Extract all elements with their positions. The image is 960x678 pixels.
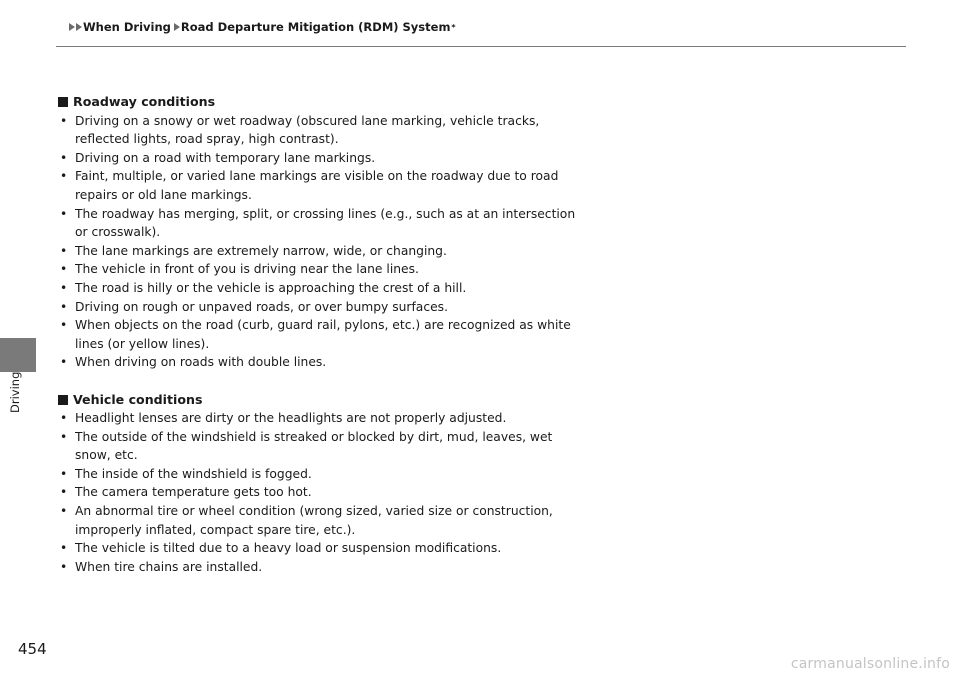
list-item-text: The inside of the windshield is fogged. (75, 466, 312, 481)
list-item (58, 112, 598, 131)
list-item-text: reflected lights, road spray, high contrast). (75, 132, 339, 147)
roadway-conditions-list (58, 112, 598, 372)
bullet-dot-icon: • (60, 150, 68, 165)
list-item-text: Faint, multiple, or varied lane markings are visible on the roadway due to road (75, 169, 559, 184)
list-item-text: Driving on rough or unpaved roads, or over bumpy surfaces. (75, 299, 448, 314)
list-item-text: The lane markings are extremely narrow, wide, or changing. (75, 243, 447, 258)
list-item (58, 298, 598, 317)
list-item-text: When tire chains are installed. (75, 559, 263, 574)
bullet-dot-icon: • (60, 280, 68, 295)
square-bullet-icon (58, 97, 68, 107)
bullet-dot-icon: • (60, 299, 68, 314)
breadcrumb-item-rdm-system[interactable]: Road Departure Mitigation (RDM) System (180, 20, 451, 34)
list-item-text: When driving on roads with double lines. (75, 355, 327, 370)
list-item (58, 353, 598, 372)
list-item-text: The road is hilly or the vehicle is approaching the crest of a hill. (75, 280, 467, 295)
list-item-text: repairs or old lane markings. (75, 187, 252, 202)
list-item (58, 539, 598, 558)
bullet-dot-icon: • (60, 429, 68, 444)
list-item-text: The vehicle is tilted due to a heavy load or suspension modifications. (75, 541, 502, 556)
list-item (58, 205, 598, 224)
list-item-continuation (58, 186, 598, 205)
breadcrumb-arrow-icon (76, 23, 82, 31)
section-heading-vehicle (58, 391, 598, 410)
chapter-tab-label: Driving (8, 372, 22, 414)
page-number: 454 (18, 640, 47, 658)
list-item-continuation (58, 446, 598, 465)
bullet-dot-icon: • (60, 504, 68, 519)
bullet-dot-icon: • (60, 541, 68, 556)
list-item-continuation (58, 521, 598, 540)
breadcrumb-arrow-icon (69, 23, 75, 31)
list-item (58, 409, 598, 428)
list-item-text: The camera temperature gets too hot. (75, 485, 312, 500)
section-heading-text: Vehicle conditions (73, 391, 203, 407)
list-item-text: improperly inflated, compact spare tire, etc.). (75, 522, 356, 537)
list-item-text: snow, etc. (75, 448, 138, 463)
list-item-text: or crosswalk). (75, 225, 161, 240)
list-item-text: lines (or yellow lines). (75, 336, 210, 351)
list-item (58, 279, 598, 298)
list-item-continuation (58, 130, 598, 149)
list-item-continuation (58, 223, 598, 242)
bullet-dot-icon: • (60, 411, 68, 426)
list-item (58, 558, 598, 577)
section-heading-text: Roadway conditions (73, 94, 216, 109)
section-spacer (58, 372, 598, 391)
list-item-text: Headlight lenses are dirty or the headlights are not properly adjusted. (75, 411, 507, 426)
list-item (58, 167, 598, 186)
page-content (58, 93, 598, 576)
list-item (58, 316, 598, 335)
breadcrumb (69, 20, 456, 34)
list-item-text: Driving on a snowy or wet roadway (obscured lane marking, vehicle tracks, (75, 113, 540, 128)
bullet-dot-icon: • (60, 318, 68, 333)
list-item-text: Driving on a road with temporary lane markings. (75, 150, 376, 165)
breadcrumb-asterisk: * (451, 22, 456, 32)
bullet-dot-icon: • (60, 113, 68, 128)
list-item-text: An abnormal tire or wheel condition (wrong sized, varied size or construction, (75, 504, 553, 519)
list-item (58, 242, 598, 261)
list-item-text: The outside of the windshield is streaked or blocked by dirt, mud, leaves, wet (75, 429, 553, 444)
list-item-text: When objects on the road (curb, guard rail, pylons, etc.) are recognized as white (75, 318, 571, 333)
bullet-dot-icon: • (60, 466, 68, 481)
vehicle-conditions-list (58, 409, 598, 576)
list-item-text: The roadway has merging, split, or crossing lines (e.g., such as at an intersection (75, 206, 576, 221)
square-bullet-icon (58, 395, 68, 405)
bullet-dot-icon: • (60, 485, 68, 500)
breadcrumb-arrow-icon (174, 23, 180, 31)
list-item-text: The vehicle in front of you is driving near the lane lines. (75, 262, 419, 277)
breadcrumb-item-when-driving[interactable]: When Driving (83, 20, 171, 34)
list-item (58, 149, 598, 168)
header-divider (56, 46, 906, 47)
list-item-continuation (58, 335, 598, 354)
bullet-dot-icon: • (60, 169, 68, 184)
bullet-dot-icon: • (60, 559, 68, 574)
list-item (58, 483, 598, 502)
watermark-text: carmanualsonline.info (790, 656, 950, 672)
list-item (58, 502, 598, 521)
list-item (58, 260, 598, 279)
bullet-dot-icon: • (60, 262, 68, 277)
chapter-tab[interactable] (0, 338, 36, 372)
section-heading-roadway (58, 93, 598, 112)
bullet-dot-icon: • (60, 355, 68, 370)
bullet-dot-icon: • (60, 243, 68, 258)
list-item (58, 428, 598, 447)
list-item (58, 465, 598, 484)
bullet-dot-icon: • (60, 206, 68, 221)
